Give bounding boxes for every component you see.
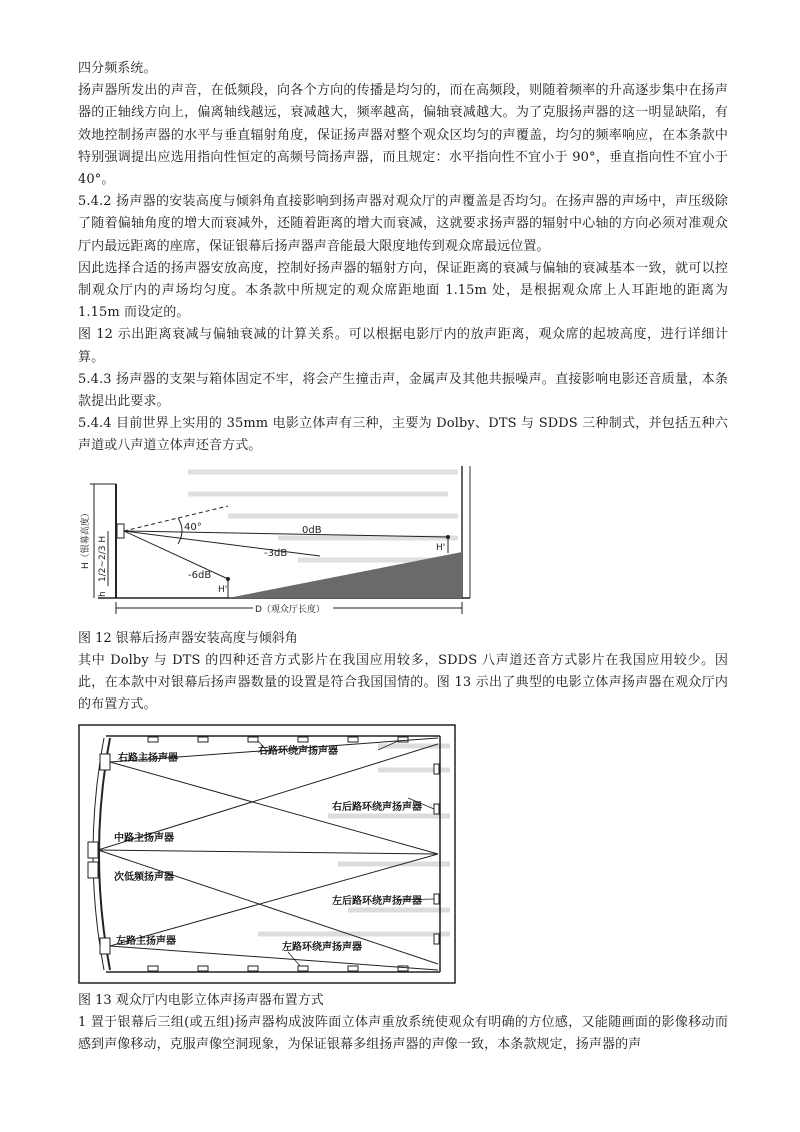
label-left-main: 左路主扬声器 xyxy=(116,936,176,948)
paragraph-6: 5.4.3 扬声器的支架与箱体固定不牢，将会产生撞击声，金属声及其他共振噪声。直接影响电影还音质量，本条款提出此要求。 xyxy=(78,371,728,410)
paragraph-1: 四分频系统。 xyxy=(78,61,157,76)
subwoofer-speaker xyxy=(88,862,98,878)
document-page xyxy=(78,58,728,1057)
label-left-surround: 左路环绕声扬声器 xyxy=(282,942,362,954)
paragraph-4: 因此选择合适的扬声器安放高度，控制好扬声器的辐射方向，保证距离的衰减与偏轴的衰减基本一致，就可以控制观众厅内的声场均匀度。本条款中所规定的观众席距地面 1.15m 处，是根据观众席上人耳距地的距离为 1.15m 而设定的。 xyxy=(78,260,728,321)
paragraph-7: 5.4.4 目前世界上实用的 35mm 电影立体声有三种，主要为 Dolby、DTS 与 SDDS 三种制式，并包括五种六声道或八声道立体声还音方式。 xyxy=(78,416,728,454)
label-h: h xyxy=(98,590,108,597)
left-main-speaker xyxy=(100,938,110,954)
label-left-rear-surround: 左后路环绕声扬声器 xyxy=(332,896,422,908)
figure-12-speaker-height-diagram xyxy=(78,464,488,624)
right-main-speaker xyxy=(100,754,110,770)
figure-12-caption: 图 12 银幕后扬声器安装高度与倾斜角 xyxy=(78,630,298,646)
label-0db: 0dB xyxy=(302,524,322,536)
label-D: D（观众厅长度） xyxy=(255,604,325,615)
beam-3db xyxy=(124,531,320,556)
label-hprime-front: H' xyxy=(218,584,228,595)
figure-13-speaker-layout xyxy=(78,724,458,986)
angle-label: 40° xyxy=(184,521,202,533)
paragraph-3: 5.4.2 扬声器的安装高度与倾斜角直接影响到扬声器对观众厅的声覆盖是否均匀。在扬声器的声场中，声压级除了随着偏轴角度的增大而衰减外，还随着距离的增大而衰减，这就要求扬声器的辐射中心轴的方向必须对准观众厅内最远距离的座席，保证银幕后扬声器声音能最大限度地传到观众席最远位置。 xyxy=(78,194,728,254)
label-H: H（银幕高度） xyxy=(81,507,91,569)
label-center-main: 中路主扬声器 xyxy=(114,833,174,845)
final-paragraph: 1 置于银幕后三组(或五组)扬声器构成波阵面立体声重放系统使观众有明确的方位感，又能随画面的影像移动而感到声像移动，克服声像空洞现象，为保证银幕多组扬声器的声像一致，本条款规定，扬声器的声 xyxy=(78,1015,728,1053)
speaker-box xyxy=(117,524,124,538)
listener-rear-ear xyxy=(446,535,450,539)
center-main-speaker xyxy=(88,842,98,858)
label-3db: -3dB xyxy=(264,547,288,559)
label-right-main: 右路主扬声器 xyxy=(118,753,178,765)
label-hprime-rear: H' xyxy=(436,542,446,553)
bleed-through-texture xyxy=(188,472,458,560)
label-6db: -6dB xyxy=(188,569,212,581)
figure-13-svg xyxy=(78,724,458,986)
listener-front-ear xyxy=(226,577,230,581)
angle-arc xyxy=(178,518,182,544)
label-subwoofer: 次低频扬声器 xyxy=(114,872,174,884)
label-h-range: 1/2~2/3 H xyxy=(98,535,108,582)
paragraph-5: 图 12 示出距离衰减与偏轴衰减的计算关系。可以根据电影厅内的放声距离，观众席的起坡高度，进行详细计算。 xyxy=(78,327,728,365)
beam-upper xyxy=(124,506,228,531)
paragraph-2: 扬声器所发出的声音，在低频段，向各个方向的传播是均匀的，而在高频段，则随着频率的升高逐步集中在扬声器的正轴线方向上，偏离轴线越远，衰减越大，频率越高，偏轴衰减越大。为了克服扬声器的这一明显缺陷，有效地控制扬声器的水平与垂直辐射角度，保证扬声器对整个观众区均匀的声覆盖，均匀的频率响应，在本条款中特别强调提出应选用指向性恒定的高频号筒扬声器，而且规定：水平指向性不宜小于 90°，垂直指向性不宜小于 40°。 xyxy=(78,83,728,188)
label-right-rear-surround: 右后路环绕声扬声器 xyxy=(332,802,422,814)
middle-paragraph: 其中 Dolby 与 DTS 的四种还音方式影片在我国应用较多，SDDS 八声道还音方式影片在我国应用较少。因此，在本款中对银幕后扬声器数量的设置是符合我国国情的。图 13 示出了典型的电影立体声扬声器在观众厅内的布置方式。 xyxy=(78,652,728,713)
label-right-surround: 右路环绕声扬声器 xyxy=(258,746,338,758)
beam-6db xyxy=(124,531,228,579)
figure-13-caption: 图 13 观众厅内电影立体声扬声器布置方式 xyxy=(78,993,324,1009)
figure-12-svg xyxy=(78,464,488,624)
